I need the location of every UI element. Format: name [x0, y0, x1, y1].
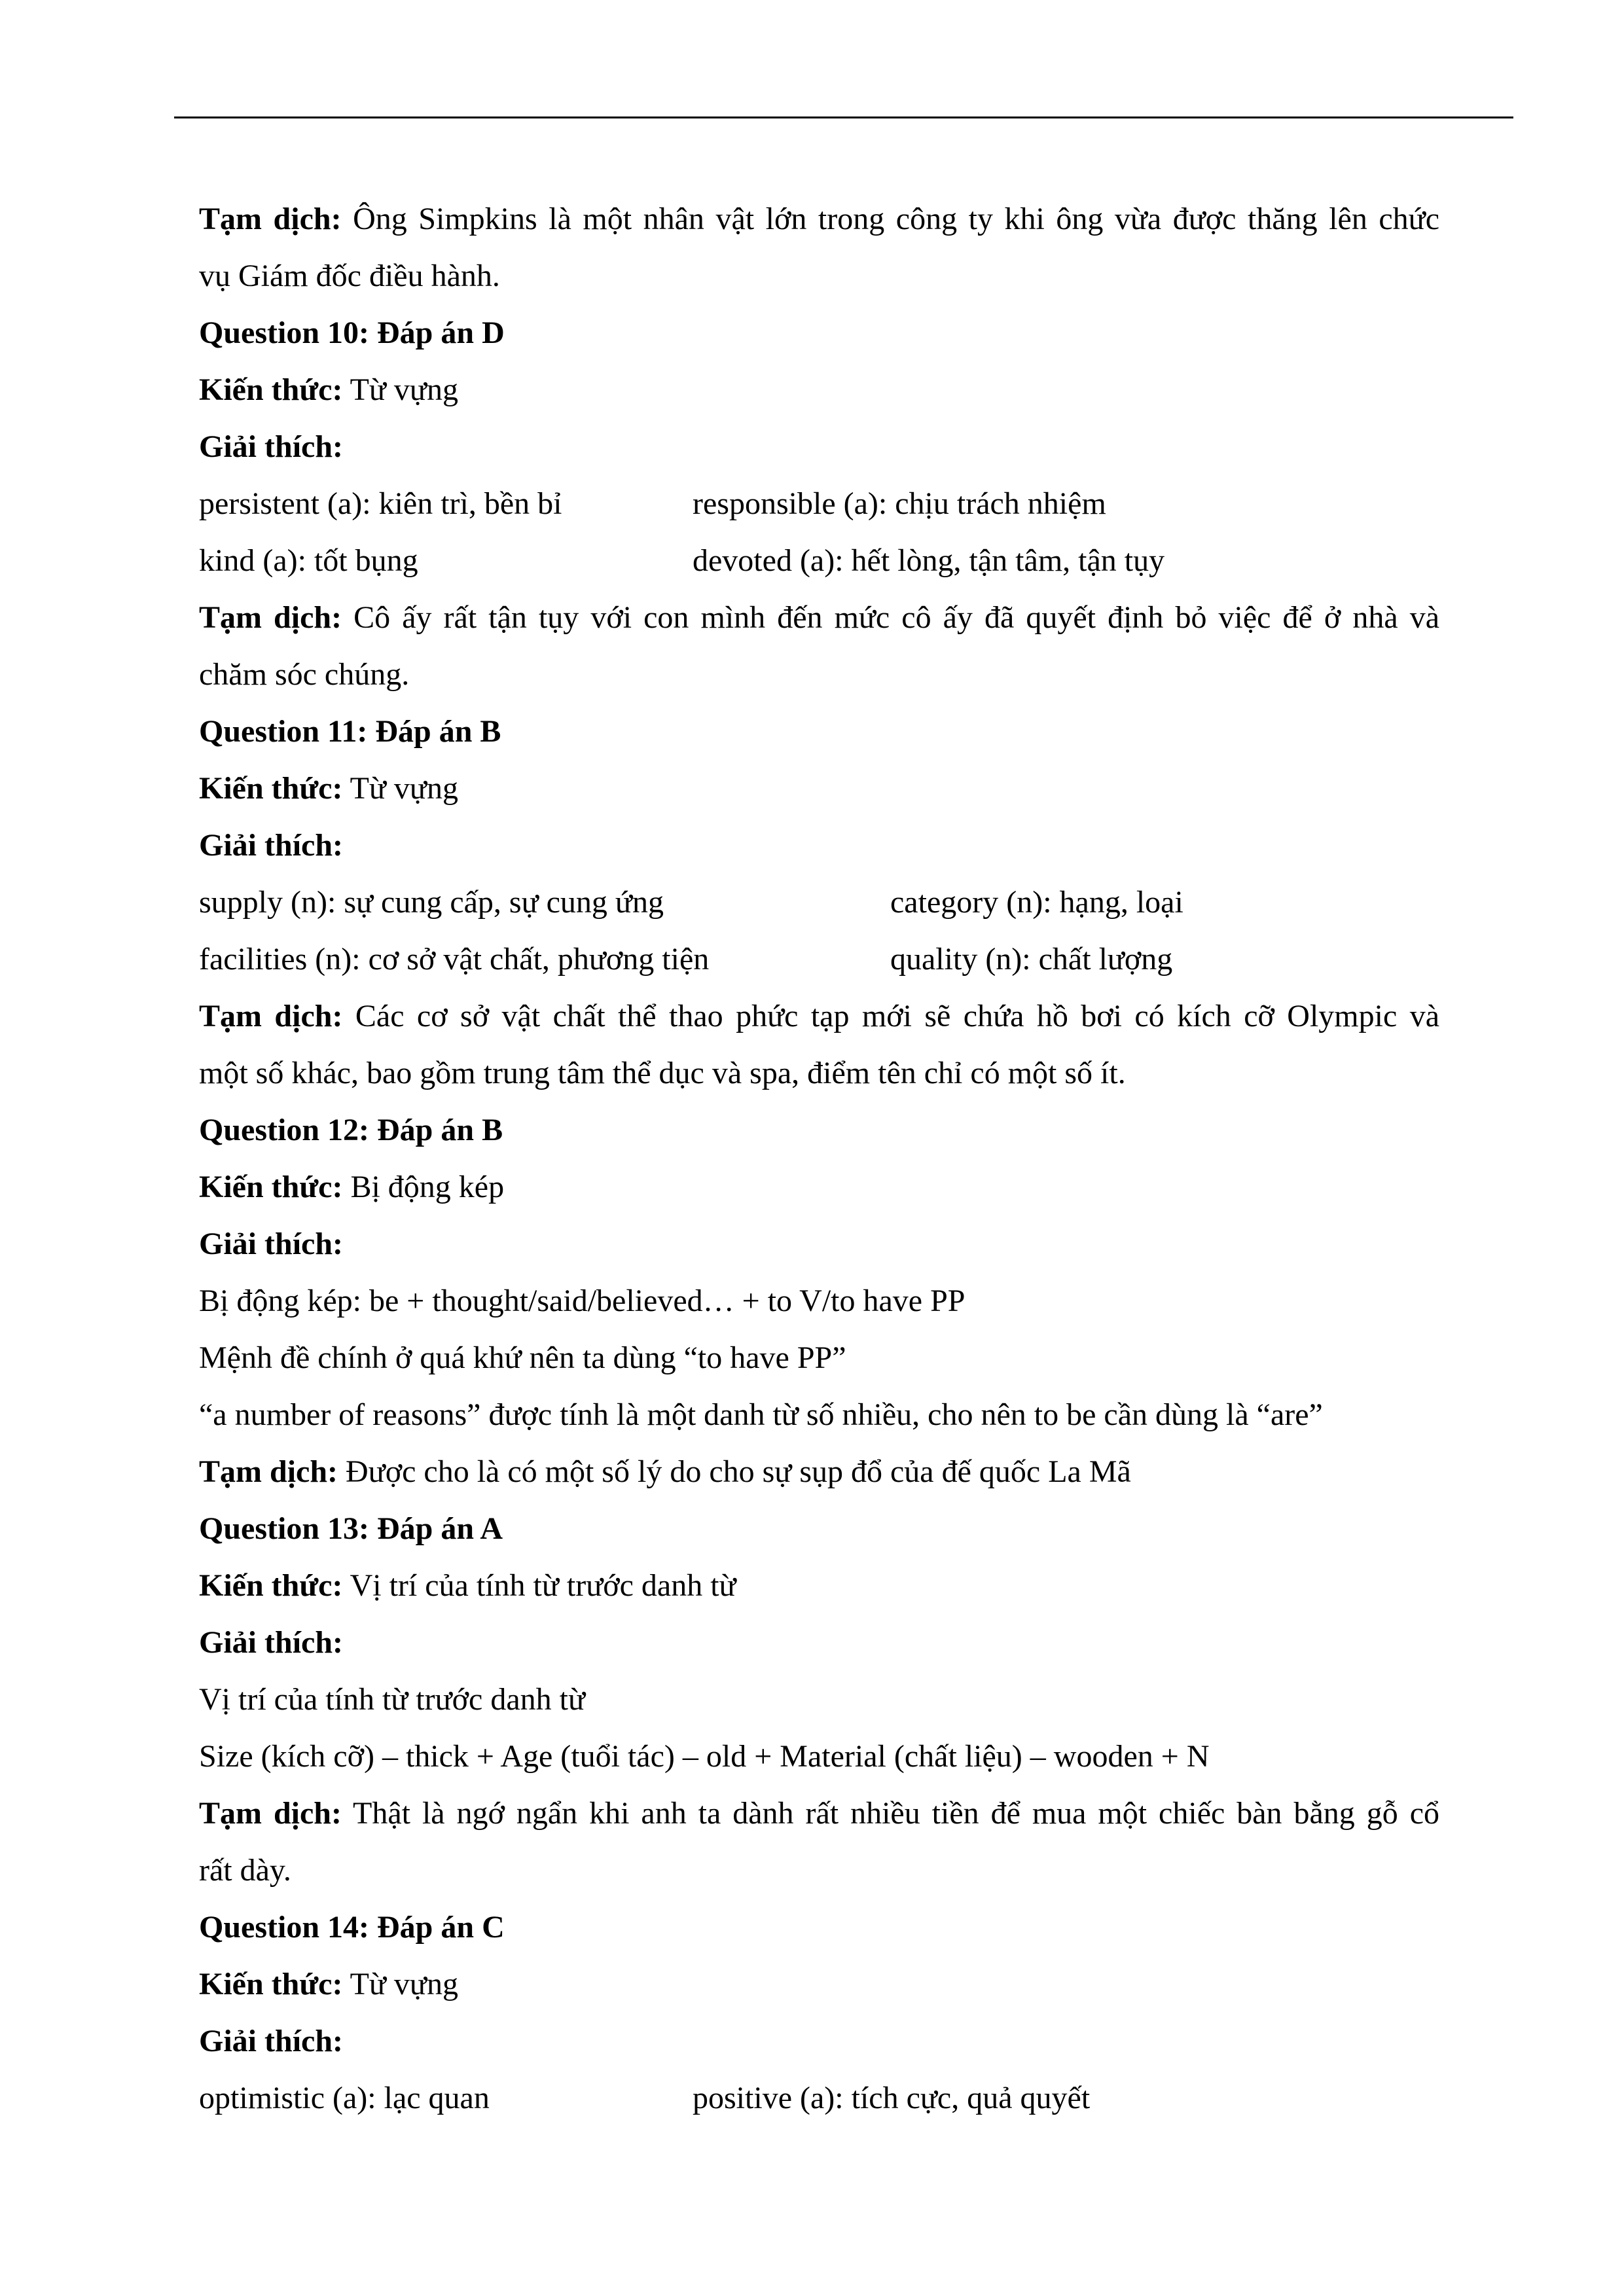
- text-line: [199, 1614, 1439, 1671]
- line-label: Question 11: Đáp án B: [199, 714, 501, 749]
- vocab-column-2: devoted (a): hết lòng, tận tâm, tận tụy: [693, 543, 1165, 578]
- text-line: [199, 1671, 1439, 1728]
- line-label: Kiến thức:: [199, 1568, 343, 1603]
- text-line: [199, 532, 1439, 589]
- text-line: [199, 1386, 1439, 1443]
- line-text: supply (n): sự cung cấp, sự cung ứng: [199, 885, 664, 920]
- question-heading: [199, 1102, 1439, 1158]
- line-text: Mệnh đề chính ở quá khứ nên ta dùng “to have PP”: [199, 1340, 846, 1375]
- question-heading: [199, 304, 1439, 361]
- line-label: Giải thích:: [199, 429, 344, 464]
- text-line: [199, 2070, 1439, 2126]
- text-line: [199, 1557, 1439, 1614]
- line-label: Giải thích:: [199, 2024, 344, 2058]
- question-heading: [199, 1899, 1439, 1956]
- text-line: [199, 1045, 1439, 1102]
- line-text: Bị động kép: be + thought/said/believed… + to V/to have PP: [199, 1283, 965, 1318]
- line-text: Bị động kép: [342, 1170, 505, 1204]
- line-label: Kiến thức:: [199, 1170, 343, 1204]
- line-label: Kiến thức:: [199, 771, 343, 806]
- line-label: Kiến thức:: [199, 1967, 343, 2001]
- line-text: persistent (a): kiên trì, bền bỉ: [199, 486, 562, 521]
- line-text: facilities (n): cơ sở vật chất, phương tiện: [199, 942, 710, 977]
- line-text: vụ Giám đốc điều hành.: [199, 259, 500, 293]
- line-text: Ông Simpkins là một nhân vật lớn trong công ty khi ông vừa được thăng lên chức: [341, 202, 1439, 236]
- line-label: Giải thích:: [199, 1625, 344, 1660]
- document-body: [199, 190, 1439, 2126]
- line-text: Từ vựng: [342, 1967, 458, 2001]
- text-line: [199, 1443, 1439, 1500]
- vocab-column-2: responsible (a): chịu trách nhiệm: [693, 486, 1106, 521]
- text-line: [199, 247, 1439, 304]
- line-text: một số khác, bao gồm trung tâm thể dục và spa, điểm tên chỉ có một số ít.: [199, 1056, 1126, 1090]
- text-line: [199, 1785, 1439, 1842]
- text-line: [199, 1728, 1439, 1785]
- line-text: Được cho là có một số lý do cho sự sụp đổ của đế quốc La Mã: [338, 1454, 1131, 1489]
- line-label: Question 12: Đáp án B: [199, 1113, 503, 1147]
- line-text: “a number of reasons” được tính là một danh từ số nhiều, cho nên to be cần dùng là “are”: [199, 1397, 1323, 1432]
- line-text: Từ vựng: [342, 372, 458, 407]
- line-label: Tạm dịch:: [199, 1454, 338, 1489]
- line-text: Cô ấy rất tận tụy với con mình đến mức cô ấy đã quyết định bỏ việc để ở nhà và: [342, 600, 1439, 635]
- text-line: [199, 1215, 1439, 1272]
- text-line: [199, 1956, 1439, 2013]
- vocab-column-2: quality (n): chất lượng: [890, 942, 1173, 977]
- line-label: Tạm dịch:: [199, 600, 342, 635]
- text-line: [199, 817, 1439, 874]
- line-text: Size (kích cỡ) – thick + Age (tuổi tác) – old + Material (chất liệu) – wooden + N: [199, 1739, 1210, 1774]
- line-text: Các cơ sở vật chất thể thao phức tạp mới sẽ chứa hồ bơi có kích cỡ Olympic và: [342, 999, 1439, 1033]
- text-line: [199, 361, 1439, 418]
- text-line: [199, 2013, 1439, 2070]
- line-label: Giải thích:: [199, 828, 344, 863]
- line-text: Thật là ngớ ngẩn khi anh ta dành rất nhiều tiền để mua một chiếc bàn bằng gỗ cổ: [341, 1796, 1439, 1831]
- text-line: [199, 475, 1439, 532]
- question-heading: [199, 1500, 1439, 1557]
- text-line: [199, 760, 1439, 817]
- header-rule: [174, 117, 1513, 118]
- text-line: [199, 931, 1439, 988]
- line-text: chăm sóc chúng.: [199, 657, 410, 692]
- line-text: Vị trí của tính từ trước danh từ: [199, 1682, 585, 1717]
- line-text: rất dày.: [199, 1853, 291, 1888]
- text-line: [199, 874, 1439, 931]
- line-text: Vị trí của tính từ trước danh từ: [342, 1568, 736, 1603]
- line-text: optimistic (a): lạc quan: [199, 2081, 490, 2115]
- text-line: [199, 1842, 1439, 1899]
- text-line: [199, 190, 1439, 247]
- line-label: Tạm dịch:: [199, 999, 343, 1033]
- text-line: [199, 646, 1439, 703]
- line-label: Question 10: Đáp án D: [199, 315, 505, 350]
- line-text: kind (a): tốt bụng: [199, 543, 418, 578]
- text-line: [199, 1329, 1439, 1386]
- line-label: Tạm dịch:: [199, 1796, 342, 1831]
- vocab-column-2: positive (a): tích cực, quả quyết: [693, 2081, 1091, 2115]
- line-label: Kiến thức:: [199, 372, 343, 407]
- text-line: [199, 988, 1439, 1045]
- question-heading: [199, 703, 1439, 760]
- line-label: Question 13: Đáp án A: [199, 1511, 503, 1546]
- line-label: Giải thích:: [199, 1227, 344, 1261]
- text-line: [199, 589, 1439, 646]
- line-label: Question 14: Đáp án C: [199, 1910, 505, 1945]
- line-label: Tạm dịch:: [199, 202, 342, 236]
- vocab-column-2: category (n): hạng, loại: [890, 885, 1183, 920]
- text-line: [199, 1272, 1439, 1329]
- text-line: [199, 1158, 1439, 1215]
- text-line: [199, 418, 1439, 475]
- line-text: Từ vựng: [342, 771, 458, 806]
